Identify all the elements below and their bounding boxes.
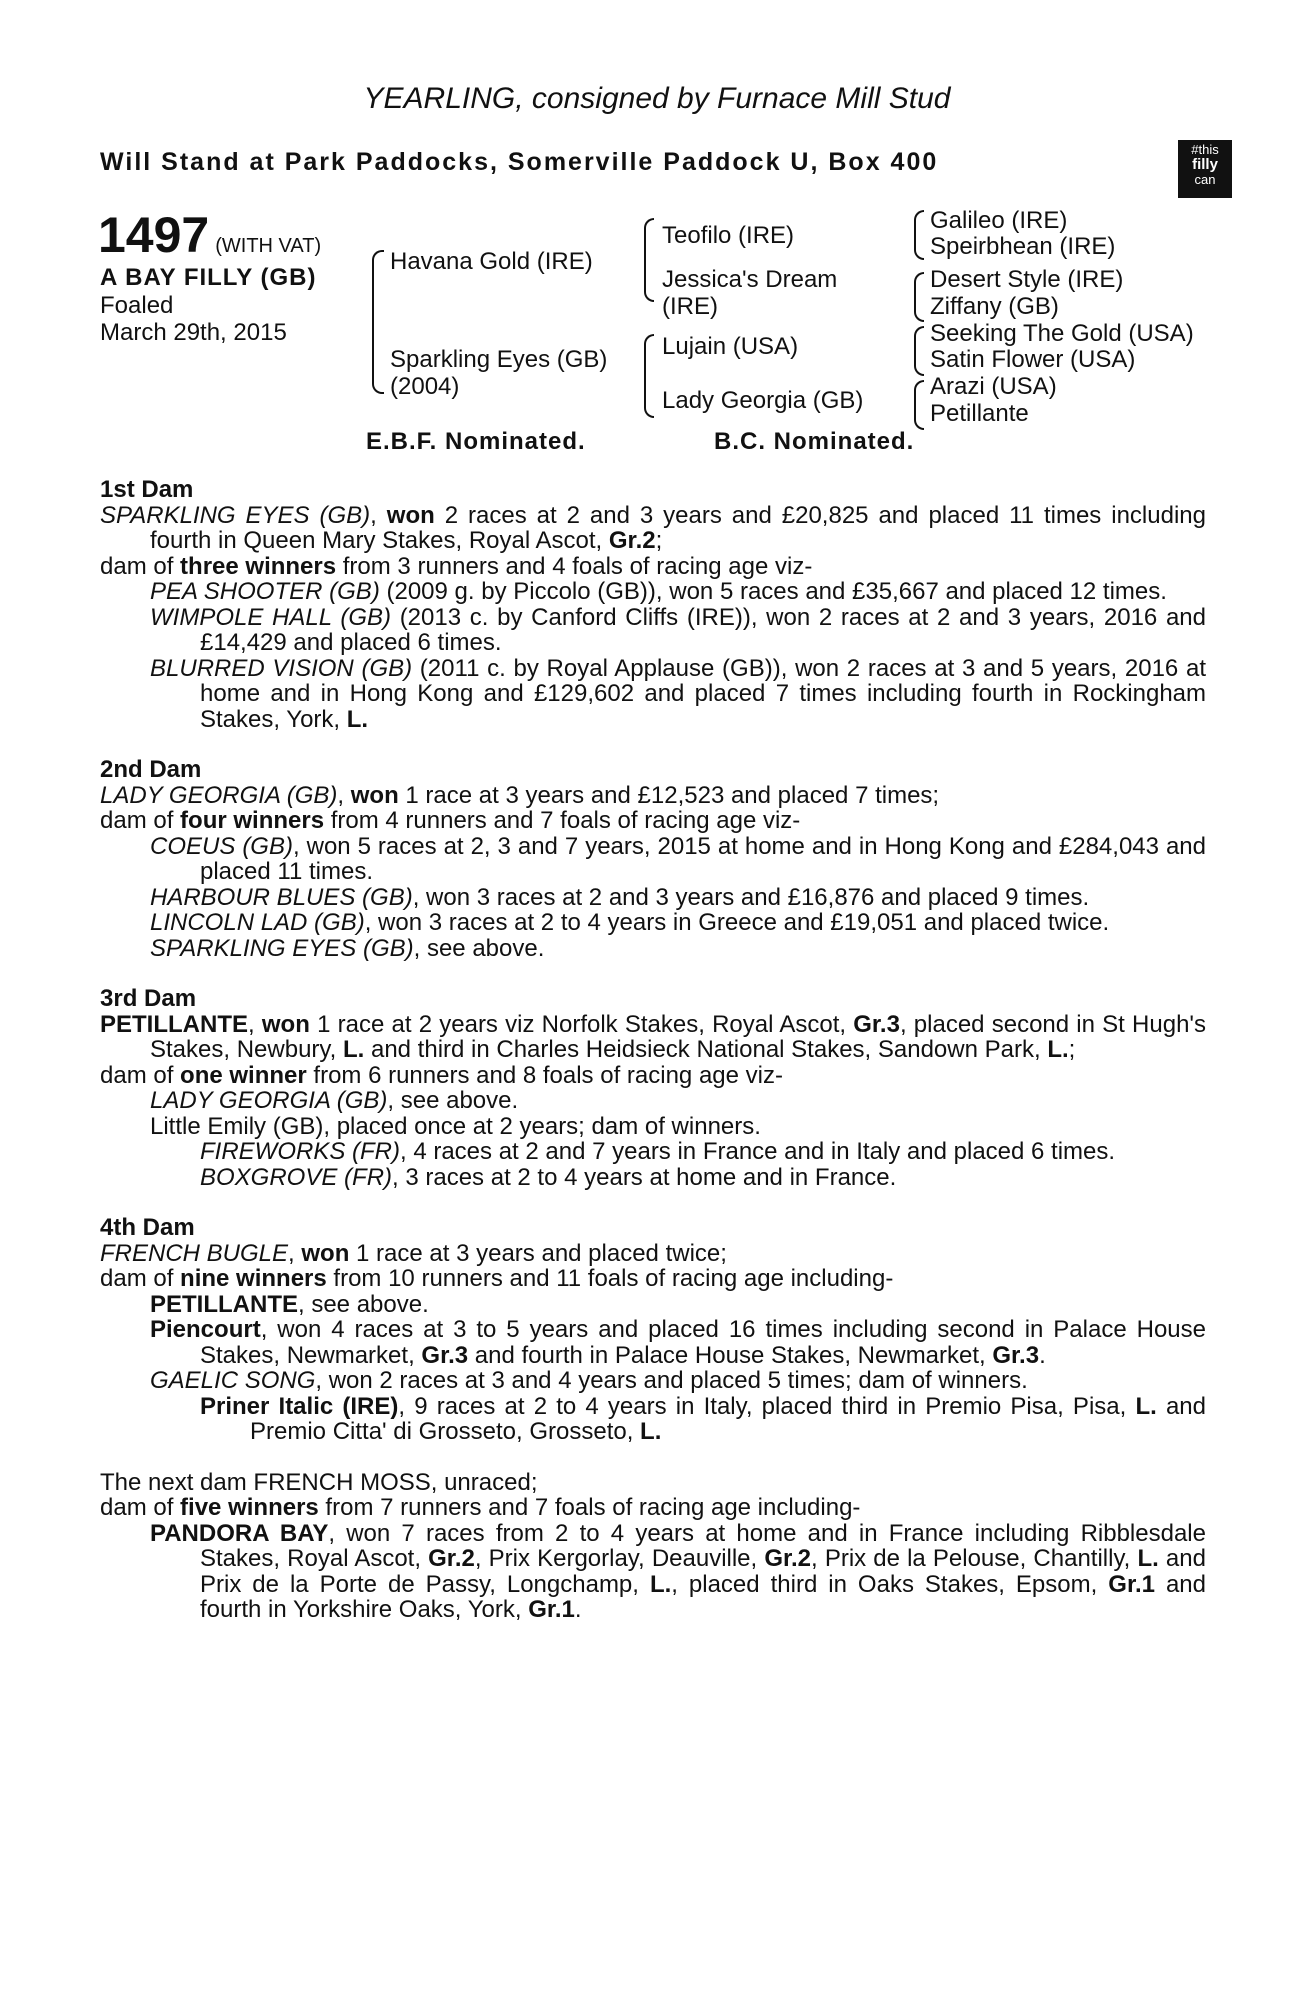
dam-record: SPARKLING EYES (GB), won 2 races at 2 and 3 years and £20,825 and placed 11 times including fourth in Queen Mary Stakes, Royal Ascot, Gr.2; [100, 501, 1206, 554]
next-dam-line: The next dam FRENCH MOSS, unraced; [100, 1468, 538, 1496]
first-dam-section [100, 477, 1206, 732]
section-heading: 1st Dam [100, 476, 194, 503]
sire-sire: Teofilo (IRE) [662, 222, 795, 249]
location-line: Will Stand at Park Paddocks, Somerville Paddock U, Box 400 [100, 148, 939, 176]
produce-entry: LINCOLN LAD (GB), won 3 races at 2 to 4 years in Greece and £19,051 and placed twice. [150, 909, 1110, 936]
pedigree-brace-4c [914, 326, 924, 376]
badge-text-1: #this [1191, 142, 1219, 157]
produce-entry: BLURRED VISION (GB) (2011 c. by Royal Applause (GB)), won 2 races at 3 and 5 years, 2016 at home and in Hong Kong and £129,602 and placed 7 times including fourth in Rockingham Stakes, York, L. [150, 654, 1206, 733]
pedigree-brace-4b [914, 272, 924, 322]
produce-entry: PETILLANTE, see above. [150, 1290, 429, 1318]
third-dam-section [100, 986, 1206, 1190]
g3-5: Seeking The Gold (USA) [930, 320, 1194, 347]
g3-1: Galileo (IRE) [930, 207, 1068, 234]
g3-8: Petillante [930, 400, 1029, 427]
dam-dam: Lady Georgia (GB) [662, 387, 864, 414]
section-heading: 4th Dam [100, 1214, 195, 1241]
produce-entry: Little Emily (GB), placed once at 2 years; dam of winners. [150, 1112, 761, 1140]
produce-summary: dam of nine winners from 10 runners and 11 foals of racing age including- [100, 1265, 894, 1292]
g3-2: Speirbhean (IRE) [930, 233, 1116, 260]
produce-entry: BOXGROVE (FR), 3 races at 2 to 4 years at home and in France. [200, 1163, 897, 1191]
badge-text-2: filly [1192, 156, 1218, 173]
pedigree-brace-dam [644, 334, 654, 418]
vat-label: (WITH VAT) [215, 235, 322, 257]
produce-entry: WIMPOLE HALL (GB) (2013 c. by Canford Cliffs (IRE)), won 2 races at 2 and 3 years, 2016 and £14,429 and placed 6 times. [150, 603, 1206, 656]
dam-record: FRENCH BUGLE, won 1 race at 3 years and placed twice; [100, 1239, 727, 1267]
dam-line-2: (2004) [390, 373, 460, 400]
dam-record: PETILLANTE, won 1 race at 2 years viz Norfolk Stakes, Royal Ascot, Gr.3, placed second in St Hugh's Stakes, Newbury, L. and third in Charles Heidsieck National Stakes, Sandown Park, L.; [100, 1010, 1207, 1063]
produce-entry: FIREWORKS (FR), 4 races at 2 and 7 years in France and in Italy and placed 6 times. [200, 1138, 1116, 1165]
section-heading: 3rd Dam [100, 985, 197, 1012]
foaled-info [100, 292, 287, 346]
badge-text-3: can [1194, 172, 1216, 187]
produce-entry: Priner Italic (IRE), 9 races at 2 to 4 years in Italy, placed third in Premio Pisa, Pisa, L. and Premio Citta' di Grosseto, Grosseto, L. [200, 1392, 1206, 1445]
produce-entry: PEA SHOOTER (GB) (2009 g. by Piccolo (GB)), won 5 races and £35,667 and placed 12 times. [150, 578, 1167, 605]
produce-summary: dam of one winner from 6 runners and 8 foals of racing age viz- [100, 1061, 783, 1089]
produce-entry: PANDORA BAY, won 7 races from 2 to 4 years at home and in France including Ribblesdale Stakes, Royal Ascot, Gr.2, Prix Kergorlay, Deauville, Gr.2, Prix de la Pelouse, Chantilly, L. and Prix de la Porte de Passy, Longchamp, L., placed third in Oaks Stakes, Epsom, Gr.1 and fourth in Yorkshire Oaks, York, Gr.1. [150, 1519, 1207, 1623]
bc-nominated: B.C. Nominated. [714, 428, 915, 455]
ebf-nominated: E.B.F. Nominated. [366, 428, 586, 455]
dam-line-1: Sparkling Eyes (GB) [390, 346, 608, 373]
horse-name: A BAY FILLY (GB) [100, 264, 317, 291]
produce-summary: dam of four winners from 4 runners and 7 foals of racing age viz- [100, 807, 801, 834]
produce-entry: LADY GEORGIA (GB), see above. [150, 1087, 519, 1114]
produce-summary: dam of five winners from 7 runners and 7 foals of racing age including- [100, 1494, 861, 1521]
section-heading: 2nd Dam [100, 756, 202, 783]
sire-dam-line-2: (IRE) [662, 293, 718, 320]
dam-sire: Lujain (USA) [662, 333, 799, 360]
produce-entry: COEUS (GB), won 5 races at 2, 3 and 7 years, 2015 at home and in Hong Kong and £284,043 and placed 11 times. [150, 832, 1206, 885]
pedigree-brace-sire [644, 218, 654, 302]
produce-entry: Piencourt, won 4 races at 3 to 5 years and placed 16 times including second in Palace House Stakes, Newmarket, Gr.3 and fourth in Palace House Stakes, Newmarket, Gr.3. [150, 1316, 1206, 1369]
produce-entry: SPARKLING EYES (GB), see above. [150, 934, 545, 962]
foaled-label: Foaled [100, 292, 174, 319]
g3-4: Ziffany (GB) [930, 293, 1059, 320]
this-filly-can-logo [1178, 140, 1232, 198]
foaled-date: March 29th, 2015 [100, 319, 287, 346]
lot-number-block [98, 206, 321, 264]
g3-6: Satin Flower (USA) [930, 346, 1136, 373]
pedigree-brace-4d [914, 380, 924, 430]
consignment-line: YEARLING, consigned by Furnace Mill Stud [363, 82, 951, 115]
sire-dam-line-1: Jessica's Dream [662, 266, 838, 293]
produce-entry: HARBOUR BLUES (GB), won 3 races at 2 and 3 years and £16,876 and placed 9 times. [150, 883, 1090, 911]
lot-number: 1497 [98, 207, 210, 263]
fourth-dam-section [100, 1215, 1206, 1445]
second-dam-section [100, 757, 1206, 961]
dam-record: LADY GEORGIA (GB), won 1 race at 3 years and £12,523 and placed 7 times; [100, 781, 940, 809]
next-dam-section [100, 1470, 1206, 1623]
g3-7: Arazi (USA) [930, 373, 1057, 400]
produce-summary: dam of three winners from 3 runners and 4 foals of racing age viz- [100, 552, 813, 580]
g3-3: Desert Style (IRE) [930, 266, 1124, 293]
pedigree-brace-4a [914, 210, 924, 260]
sire: Havana Gold (IRE) [390, 248, 593, 275]
catalogue-body [100, 477, 1206, 1623]
pedigree-brace-main [372, 250, 384, 394]
produce-entry: GAELIC SONG, won 2 races at 3 and 4 years and placed 5 times; dam of winners. [150, 1367, 1028, 1394]
